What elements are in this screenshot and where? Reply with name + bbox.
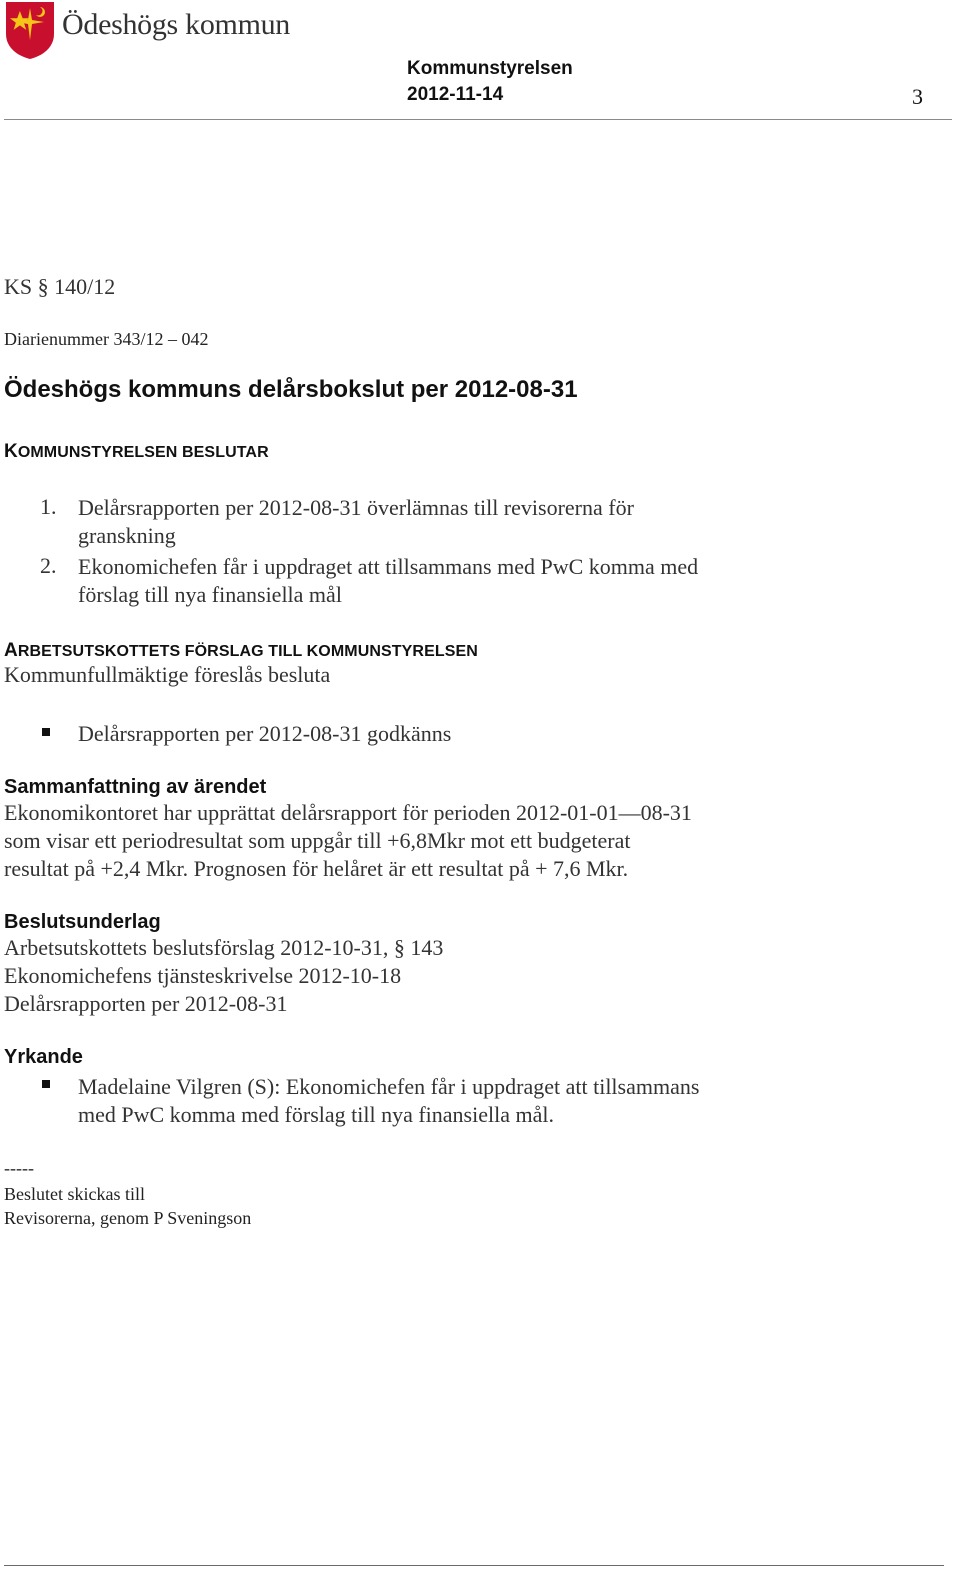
decision-line: Ekonomichefen får i uppdraget att tillsammans med PwC komma med (78, 554, 699, 579)
diary-number: Diarienummer 343/12 – 042 (4, 329, 209, 349)
meeting-date: 2012-11-14 (407, 84, 504, 105)
page-number: 3 (912, 84, 923, 109)
basis-line: Arbetsutskottets beslutsförslag 2012-10-31, § 143 (4, 935, 444, 960)
proposal-heading (4, 640, 478, 662)
proposal-heading-rest: RBETSUTSKOTTETS FÖRSLAG TILL KOMMUNSTYRELSEN (17, 643, 478, 660)
bullet-marker (42, 1080, 50, 1088)
decision-heading-initial: K (4, 441, 18, 462)
motion-line: Madelaine Vilgren (S): Ekonomichefen får i uppdraget att tillsammans (78, 1074, 700, 1099)
basis-heading: Beslutsunderlag (4, 911, 161, 933)
summary-line: som visar ett periodresultat som uppgår till +6,8Mkr mot ett budgeterat (4, 828, 631, 853)
distribution-separator: ----- (4, 1158, 34, 1178)
paragraph-reference: KS § 140/12 (4, 274, 116, 299)
decision-number: 2. (40, 553, 57, 578)
decision-line: förslag till nya finansiella mål (78, 582, 342, 607)
motion-heading: Yrkande (4, 1046, 83, 1068)
summary-line: resultat på +2,4 Mkr. Prognosen för helåret är ett resultat på + 7,6 Mkr. (4, 856, 629, 881)
document-organ: Kommunstyrelsen (407, 58, 573, 79)
summary-heading: Sammanfattning av ärendet (4, 776, 267, 798)
decision-heading (4, 441, 269, 463)
summary-line: Ekonomikontoret har upprättat delårsrapport för perioden 2012-01-01—08-31 (4, 800, 692, 825)
proposal-intro: Kommunfullmäktige föreslås besluta (4, 662, 331, 687)
document-title: Ödeshögs kommuns delårsbokslut per 2012-08-31 (4, 376, 578, 403)
municipal-coat-of-arms-icon (4, 0, 56, 60)
decision-line: granskning (78, 523, 176, 548)
motion-line: med PwC komma med förslag till nya finansiella mål. (78, 1102, 554, 1127)
municipality-logo-text: Ödeshögs kommun (62, 8, 291, 41)
proposal-bullet-text: Delårsrapporten per 2012-08-31 godkänns (78, 721, 452, 746)
distribution-label: Beslutet skickas till (4, 1184, 145, 1204)
header-divider (4, 119, 952, 120)
distribution-recipient: Revisorerna, genom P Sveningson (4, 1208, 252, 1228)
decision-number: 1. (40, 494, 57, 519)
decision-heading-rest: OMMUNSTYRELSEN BESLUTAR (17, 444, 269, 461)
decision-line: Delårsrapporten per 2012-08-31 överlämnas till revisorerna för (78, 495, 634, 520)
basis-line: Delårsrapporten per 2012-08-31 (4, 991, 288, 1016)
basis-line: Ekonomichefens tjänsteskrivelse 2012-10-18 (4, 963, 402, 988)
bullet-marker (42, 728, 50, 736)
proposal-heading-initial: A (4, 640, 18, 661)
footer-divider (4, 1565, 944, 1566)
